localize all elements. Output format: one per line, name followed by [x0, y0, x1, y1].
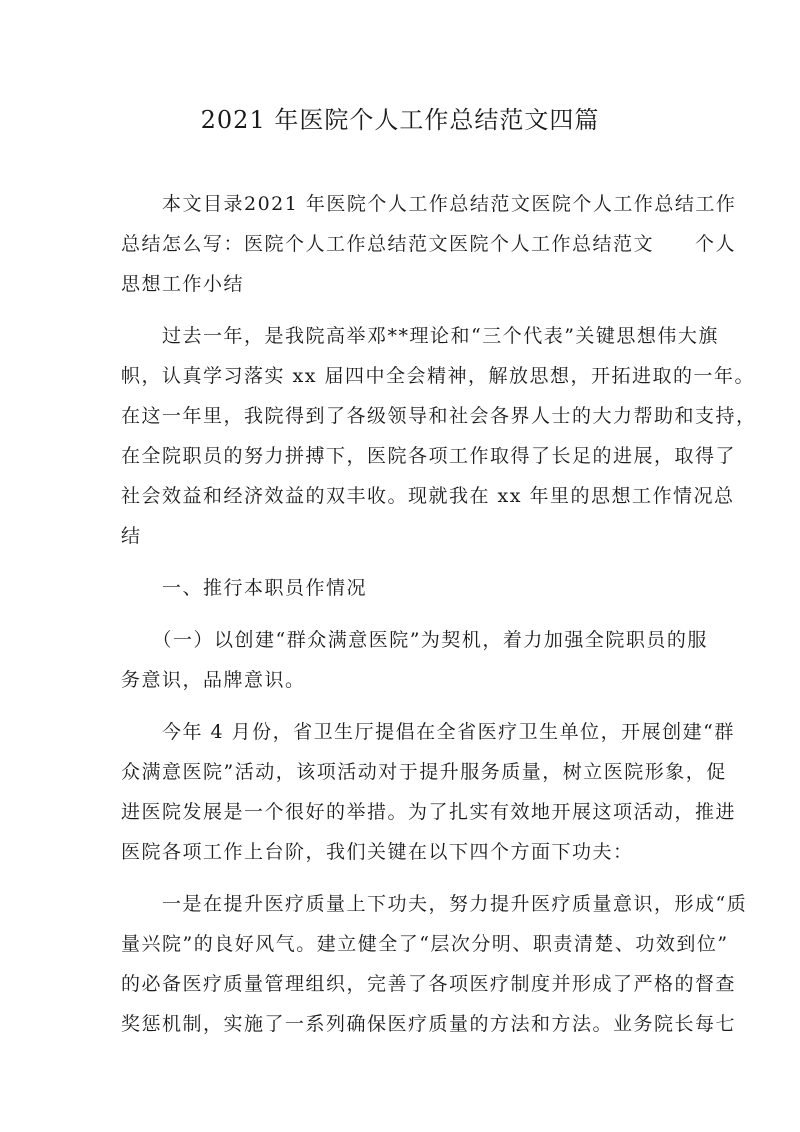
paragraph-gap [121, 307, 691, 319]
body-line: 进医院发展是一个很好的举措。为了扎实有效地开展这项活动，推进 [121, 801, 737, 823]
body-line: 本文目录2021 年医院个人工作总结范文医院个人工作总结工作 [121, 193, 737, 215]
body-line: 过去一年，是我院高举邓**理论和“三个代表”关键思想伟大旗 [121, 325, 719, 347]
body-line: 思想工作小结 [121, 273, 245, 295]
body-line: 社会效益和经济效益的双丰收。现就我在 xx 年里的思想工作情况总 [121, 485, 735, 507]
body-line: 医院各项工作上台阶，我们关键在以下四个方面下功夫： [121, 841, 634, 863]
paragraph-gap [121, 703, 691, 715]
paragraph-gap [121, 559, 691, 571]
paragraph-gap [121, 611, 691, 623]
body-line: （一）以创建“群众满意医院”为契机，着力加强全院职员的服 [121, 629, 708, 651]
document-body [121, 187, 757, 1047]
body-line: 结 [121, 525, 142, 547]
body-line: 量兴院”的良好风气。建立健全了“层次分明、职责清楚、功效到位” [121, 933, 729, 955]
body-line: 一是在提升医疗质量上下功夫，努力提升医疗质量意识，形成“质 [121, 893, 748, 915]
body-line: 总结怎么写：医院个人工作总结范文医院个人工作总结范文 个人 [121, 233, 737, 255]
section-heading: 一、推行本职员作情况 [121, 577, 368, 599]
body-line: 今年 4 月份，省卫生厅提倡在全省医疗卫生单位，开展创建“群 [121, 721, 735, 743]
document-title: 2021 年医院个人工作总结范文四篇 [200, 106, 600, 134]
body-line: 众满意医院”活动，该项活动对于提升服务质量，树立医院形象，促 [121, 761, 727, 783]
body-line: 奖惩机制，实施了一系列确保医疗质量的方法和方法。业务院长每七 [121, 1013, 737, 1035]
body-line: 帜，认真学习落实 xx 届四中全会精神，解放思想，开拓进取的一年。 [121, 365, 756, 387]
body-line: 在这一年里，我院得到了各级领导和社会各界人士的大力帮助和支持， [121, 405, 757, 427]
paragraph-gap [121, 875, 691, 887]
body-line: 的必备医疗质量管理组织，完善了各项医疗制度并形成了严格的督查 [121, 973, 737, 995]
body-line: 在全院职员的努力拼搏下，医院各项工作取得了长足的进展，取得了 [121, 445, 737, 467]
body-line: 务意识，品牌意识。 [121, 669, 306, 691]
